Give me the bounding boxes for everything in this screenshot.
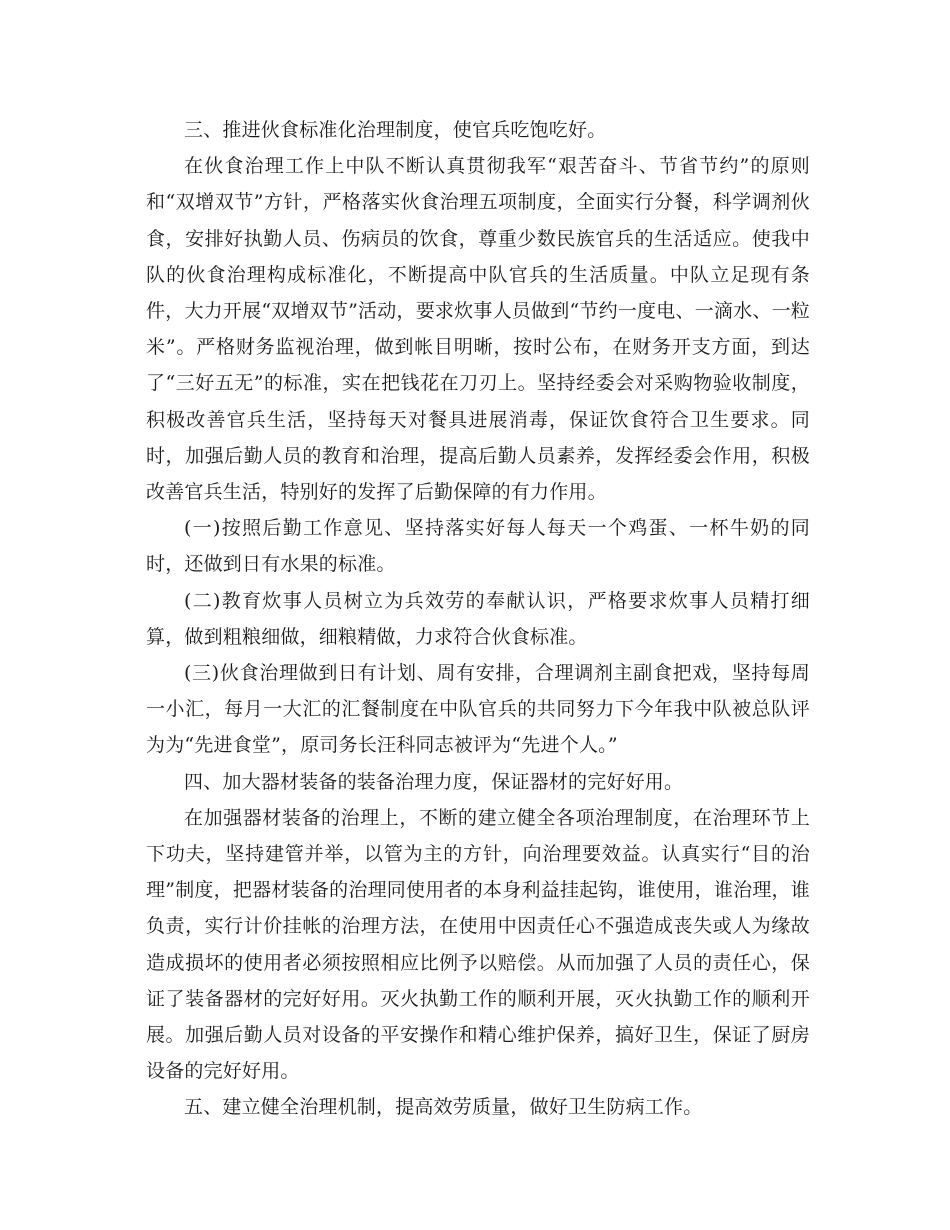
- list-item-three: (三)伙食治理做到日有计划、周有安排，合理调剂主副食把戏，坚持每周一小汇，每月一大汇的汇餐制度在中队官兵的共同努力下今年我中队被总队评为为“先进食堂”，原司务长汪科同志被评为“先进个人。”: [146, 662, 810, 757]
- section-heading-five: 五、建立健全治理机制，提高效劳质量，做好卫生防病工作。: [184, 1096, 703, 1119]
- document-body: [146, 112, 810, 1126]
- body-paragraph-equipment-management: 在加强器材装备的治理上，不断的建立健全各项治理制度，在治理环节上下功夫，坚持建管并举，以管为主的方针，向治理要效益。认真实行“目的治理”制度，把器材装备的治理同使用者的本身利益挂起钩，谁使用，谁治理，谁负责，实行计价挂帐的治理方法，在使用中因责任心不强造成丧失或人为缘故造成损坏的使用者必须按照相应比例予以赔偿。从而加强了人员的责任心，保证了装备器材的完好好用。灭火执勤工作的顺利开展，灭火执勤工作的顺利开展。加强后勤人员对设备的平安操作和精心维护保养，搞好卫生，保证了厨房设备的完好好用。: [146, 806, 810, 1083]
- list-item-one: (一)按照后勤工作意见、坚持落实好每人每天一个鸡蛋、一杯牛奶的同时，还做到日有水果的标准。: [146, 517, 810, 576]
- body-paragraph-catering-management: 在伙食治理工作上中队不断认真贯彻我军“艰苦奋斗、节省节约”的原则和“双增双节”方针，严格落实伙食治理五项制度，全面实行分餐，科学调剂伙食，安排好执勤人员、伤病员的饮食，尊重少数民族官兵的生活适应。使我中队的伙食治理构成标准化，不断提高中队官兵的生活质量。中队立足现有条件，大力开展“双增双节”活动，要求炊事人员做到“节约一度电、一滴水、一粒米”。严格财务监视治理，做到帐目明晰，按时公布，在财务开支方面，到达了“三好五无”的标准，实在把钱花在刀刃上。坚持经委会对采购物验收制度，积极改善官兵生活，坚持每天对餐具进展消毒，保证饮食符合卫生要求。同时，加强后勤人员的教育和治理，提高后勤人员素养，发挥经委会作用，积极改善官兵生活，特别好的发挥了后勤保障的有力作用。: [146, 155, 810, 504]
- list-item-two: (二)教育炊事人员树立为兵效劳的奉献认识，严格要求炊事人员精打细算，做到粗粮细做，细粮精做，力求符合伙食标准。: [146, 589, 810, 648]
- section-heading-four: 四、加大器材装备的装备治理力度，保证器材的完好好用。: [184, 770, 684, 793]
- section-heading-three: 三、推进伙食标准化治理制度，使官兵吃饱吃好。: [184, 119, 607, 141]
